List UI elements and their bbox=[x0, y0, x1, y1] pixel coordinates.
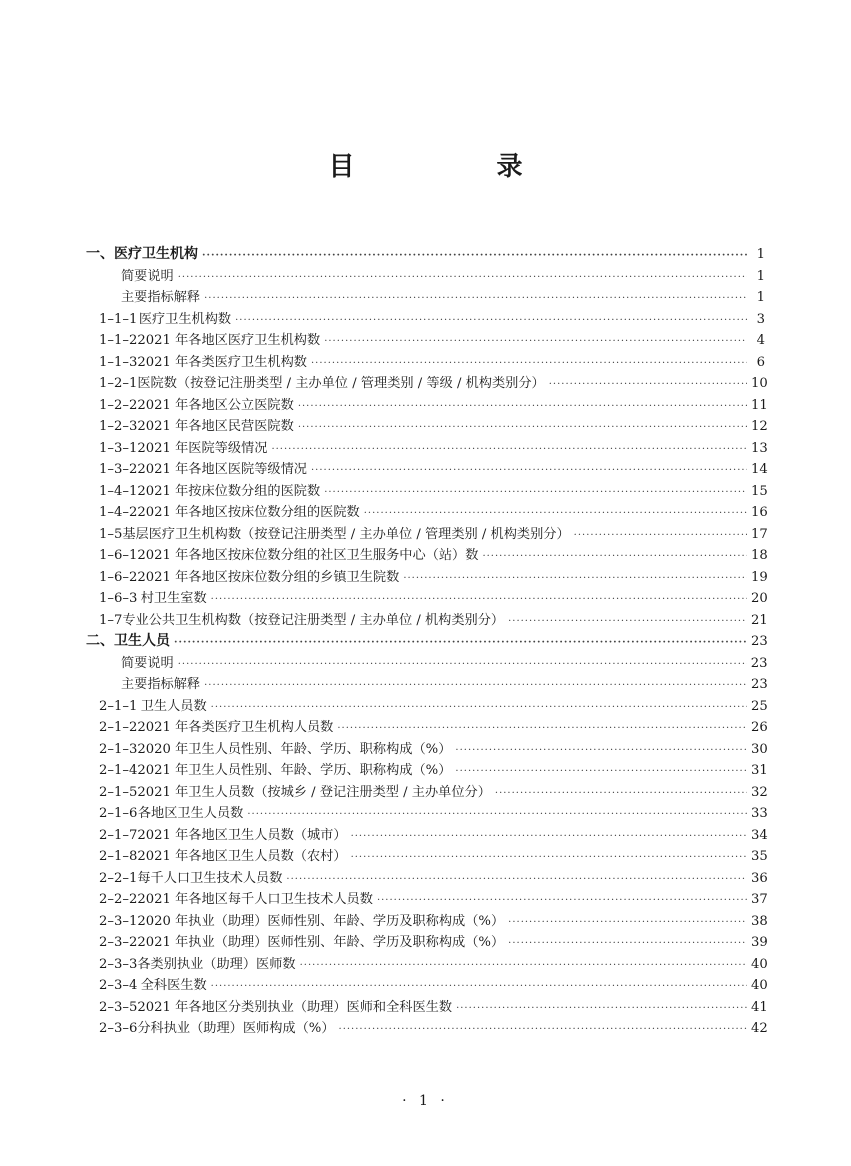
toc-entry-code: 2–3–4 bbox=[99, 978, 138, 993]
toc-section[interactable] bbox=[0, 244, 851, 265]
page-number: · 1 · bbox=[402, 1093, 449, 1109]
dot-leader bbox=[351, 826, 747, 847]
toc-entry[interactable] bbox=[0, 653, 851, 674]
dot-leader bbox=[204, 288, 747, 309]
toc-entry-title: 2021 年卫生人员数（按城乡 / 登记注册类型 / 主办单位分） bbox=[137, 784, 491, 800]
dot-leader bbox=[202, 245, 747, 266]
toc-entry-page: 23 bbox=[751, 634, 768, 649]
toc-entry-title: 2021 年各地区医院等级情况 bbox=[137, 462, 307, 477]
toc-entry[interactable] bbox=[0, 825, 851, 846]
toc-entry-code: 1–2–1 bbox=[99, 376, 138, 391]
dot-leader bbox=[247, 804, 747, 825]
toc-entry[interactable] bbox=[0, 567, 851, 588]
toc-entry-page: 35 bbox=[751, 849, 768, 864]
toc-entry[interactable] bbox=[0, 717, 851, 738]
dot-leader bbox=[495, 783, 747, 804]
toc-entry-code: 1–4–1 bbox=[99, 483, 138, 499]
toc-entry-page: 31 bbox=[751, 763, 768, 778]
toc-entry-title: 2021 年各地区分类别执业（助理）医师和全科医生数 bbox=[137, 999, 453, 1015]
toc-entry-code: 1–1–3 bbox=[99, 354, 138, 370]
toc-entry-code: 2–1–1 bbox=[99, 698, 138, 714]
toc-entry-page: 30 bbox=[751, 741, 768, 757]
toc-entry-page: 18 bbox=[751, 548, 768, 563]
toc-entry-title: 2021 年各类医疗卫生机构人员数 bbox=[137, 720, 334, 735]
toc-entry-page: 19 bbox=[751, 569, 768, 585]
toc-entry-page: 3 bbox=[756, 311, 765, 327]
toc-entry[interactable] bbox=[0, 760, 851, 781]
toc-entry-code: 1–6–1 bbox=[99, 548, 138, 563]
toc-entry[interactable] bbox=[0, 352, 851, 373]
toc-entry-code: 2–3–2 bbox=[99, 935, 138, 950]
toc-entry[interactable] bbox=[0, 782, 851, 803]
dot-leader bbox=[351, 847, 747, 868]
toc-entry[interactable] bbox=[0, 309, 851, 330]
toc-entry[interactable] bbox=[0, 997, 851, 1018]
toc-entry-page: 11 bbox=[751, 397, 768, 413]
toc-entry-page: 12 bbox=[751, 419, 768, 434]
dot-leader bbox=[174, 632, 747, 653]
toc-entry-code: 2–1–6 bbox=[99, 806, 138, 821]
toc-entry-title: 各地区卫生人员数 bbox=[137, 806, 244, 821]
toc-entry-title: 2021 年按床位数分组的医院数 bbox=[137, 483, 321, 499]
dot-leader bbox=[286, 869, 747, 890]
dot-leader bbox=[508, 912, 747, 933]
toc-entry-code: 1–5 bbox=[99, 526, 123, 542]
toc-entry[interactable] bbox=[0, 395, 851, 416]
toc-entry[interactable] bbox=[0, 502, 851, 523]
toc-entry-title: 2021 年各地区卫生人员数（农村） bbox=[137, 849, 347, 864]
toc-entry-title: 一、医疗卫生机构 bbox=[86, 246, 198, 262]
toc-entry-title: 2020 年卫生人员性别、年龄、学历、职称构成（%） bbox=[137, 741, 452, 757]
dot-leader bbox=[178, 267, 747, 288]
toc-entry[interactable] bbox=[0, 545, 851, 566]
toc-entry-code: 2–3–5 bbox=[99, 999, 138, 1015]
toc-entry-title: 简要说明 bbox=[121, 655, 174, 671]
toc-entry-page: 34 bbox=[751, 827, 768, 843]
toc-entry-title: 2021 年各地区卫生人员数（城市） bbox=[137, 827, 347, 843]
toc-entry-page: 20 bbox=[751, 591, 768, 606]
toc-entry-page: 4 bbox=[756, 333, 765, 348]
dot-leader bbox=[211, 697, 747, 718]
dot-leader bbox=[311, 460, 747, 481]
toc-entry-title: 简要说明 bbox=[121, 268, 174, 284]
toc-entry-title: 2021 年各地区医疗卫生机构数 bbox=[137, 333, 321, 348]
dot-leader bbox=[271, 439, 747, 460]
toc-entry-title: 卫生人员数 bbox=[140, 698, 207, 714]
dot-leader bbox=[211, 976, 747, 997]
toc-entry-title: 基层医疗卫生机构数（按登记注册类型 / 主办单位 / 管理类别 / 机构类别分） bbox=[122, 526, 570, 542]
toc-entry-code: 1–7 bbox=[99, 612, 123, 628]
toc-entry-code: 2–1–4 bbox=[99, 763, 138, 778]
toc-entry-code: 2–1–3 bbox=[99, 741, 138, 757]
toc-entry-code: 1–3–2 bbox=[99, 462, 138, 477]
dot-leader bbox=[508, 611, 747, 632]
toc-entry-page: 14 bbox=[751, 462, 768, 477]
toc-entry[interactable] bbox=[0, 287, 851, 308]
dot-leader bbox=[455, 761, 747, 782]
toc-entry-title: 2021 年各地区按床位数分组的医院数 bbox=[137, 505, 360, 520]
dot-leader bbox=[574, 525, 747, 546]
toc-entry[interactable] bbox=[0, 975, 851, 996]
toc-entry-page: 15 bbox=[751, 483, 768, 499]
toc-entry[interactable] bbox=[0, 1018, 851, 1039]
toc-entry-title: 村卫生室数 bbox=[140, 591, 207, 606]
toc-entry-title: 全科医生数 bbox=[140, 978, 207, 993]
dot-leader bbox=[324, 482, 747, 503]
toc-entry-code: 1–2–3 bbox=[99, 419, 138, 434]
toc-entry[interactable] bbox=[0, 588, 851, 609]
dot-leader bbox=[211, 589, 747, 610]
toc-entry-title: 2021 年各地区每千人口卫生技术人员数 bbox=[137, 892, 373, 907]
toc-entry[interactable] bbox=[0, 438, 851, 459]
toc-entry[interactable] bbox=[0, 481, 851, 502]
toc-entry-page: 42 bbox=[751, 1021, 768, 1036]
toc-entry[interactable] bbox=[0, 674, 851, 695]
toc-entry-page: 17 bbox=[751, 526, 768, 542]
dot-leader bbox=[235, 310, 747, 331]
toc-entry-title: 2021 年各地区民营医院数 bbox=[137, 419, 294, 434]
toc-entry-page: 36 bbox=[751, 870, 768, 886]
toc-entry-title: 2021 年医院等级情况 bbox=[137, 440, 268, 456]
toc-entry-title: 各类别执业（助理）医师数 bbox=[137, 956, 296, 972]
toc-entry[interactable] bbox=[0, 610, 851, 631]
toc-entry-title: 专业公共卫生机构数（按登记注册类型 / 主办单位 / 机构类别分） bbox=[122, 612, 505, 628]
toc-entry[interactable] bbox=[0, 911, 851, 932]
toc-entry-page: 16 bbox=[751, 505, 768, 520]
toc-entry[interactable] bbox=[0, 803, 851, 824]
toc-entry-page: 1 bbox=[756, 268, 765, 284]
toc-entry[interactable] bbox=[0, 373, 851, 394]
toc-entry-code: 2–2–2 bbox=[99, 892, 138, 907]
toc-entry-code: 1–6–2 bbox=[99, 569, 138, 585]
toc-entry-page: 39 bbox=[751, 935, 768, 950]
toc-entry-page: 41 bbox=[751, 999, 768, 1015]
toc-entry-page: 13 bbox=[751, 440, 768, 456]
toc-entry-title: 主要指标解释 bbox=[121, 290, 201, 305]
dot-leader bbox=[298, 396, 747, 417]
toc-entry-title: 2021 年卫生人员性别、年龄、学历、职称构成（%） bbox=[137, 763, 452, 778]
toc-entry-code: 2–3–3 bbox=[99, 956, 138, 972]
toc-entry[interactable] bbox=[0, 739, 851, 760]
dot-leader bbox=[508, 933, 747, 954]
toc-entry-page: 37 bbox=[751, 892, 768, 907]
toc-entry[interactable] bbox=[0, 889, 851, 910]
toc-entry[interactable] bbox=[0, 330, 851, 351]
toc-entry-code: 1–3–1 bbox=[99, 440, 138, 456]
toc-entry-page: 38 bbox=[751, 913, 768, 929]
toc-entry-title: 分科执业（助理）医师构成（%） bbox=[137, 1021, 335, 1036]
toc-entry-code: 2–1–7 bbox=[99, 827, 138, 843]
toc-entry-page: 6 bbox=[756, 354, 765, 370]
toc-entry-title: 二、卫生人员 bbox=[86, 633, 170, 649]
dot-leader bbox=[204, 675, 747, 696]
toc-entry-page: 32 bbox=[751, 784, 768, 800]
toc-entry-page: 40 bbox=[751, 978, 768, 993]
dot-leader bbox=[324, 331, 747, 352]
toc-entry-code: 2–3–6 bbox=[99, 1021, 138, 1036]
dot-leader bbox=[482, 546, 747, 567]
toc-entry-code: 1–4–2 bbox=[99, 505, 138, 520]
toc-entry[interactable] bbox=[0, 459, 851, 480]
page-title: 目 录 bbox=[328, 152, 581, 182]
toc-entry-page: 23 bbox=[750, 655, 768, 671]
toc-entry[interactable] bbox=[0, 846, 851, 867]
toc-entry-title: 2020 年执业（助理）医师性别、年龄、学历及职称构成（%） bbox=[137, 913, 505, 929]
toc-section[interactable] bbox=[0, 631, 851, 652]
toc-entry-code: 1–6–3 bbox=[99, 591, 138, 606]
toc-entry-title: 医疗卫生机构数 bbox=[138, 311, 232, 327]
toc-entry-code: 2–1–2 bbox=[99, 720, 138, 735]
dot-leader bbox=[456, 998, 747, 1019]
toc-entry[interactable] bbox=[0, 416, 851, 437]
toc-entry[interactable] bbox=[0, 524, 851, 545]
toc-entry[interactable] bbox=[0, 954, 851, 975]
dot-leader bbox=[455, 740, 747, 761]
toc-entry-code: 1–1–1 bbox=[99, 311, 138, 327]
dot-leader bbox=[337, 718, 747, 739]
toc-entry-page: 25 bbox=[751, 698, 768, 714]
toc-entry-title: 2021 年各地区公立医院数 bbox=[137, 397, 294, 413]
toc-entry-code: 2–2–1 bbox=[99, 870, 138, 886]
toc-entry-title: 主要指标解释 bbox=[121, 677, 201, 692]
dot-leader bbox=[298, 417, 747, 438]
toc-entry-title: 2021 年各地区按床位数分组的乡镇卫生院数 bbox=[137, 569, 400, 585]
toc-entry-title: 2021 年各类医疗卫生机构数 bbox=[137, 354, 307, 370]
dot-leader bbox=[300, 955, 747, 976]
toc-entry-title: 2021 年执业（助理）医师性别、年龄、学历及职称构成（%） bbox=[137, 935, 505, 950]
toc-entry-page: 23 bbox=[751, 677, 768, 692]
toc-entry-title: 每千人口卫生技术人员数 bbox=[137, 870, 283, 886]
toc-entry-page: 26 bbox=[751, 720, 768, 735]
toc-entry[interactable] bbox=[0, 696, 851, 717]
toc-entry-code: 2–3–1 bbox=[99, 913, 138, 929]
dot-leader bbox=[377, 890, 747, 911]
toc-entry-page: 33 bbox=[751, 806, 768, 821]
toc-entry-code: 2–1–5 bbox=[99, 784, 138, 800]
dot-leader bbox=[403, 568, 747, 589]
toc-entry-code: 1–2–2 bbox=[99, 397, 138, 413]
toc-entry-page: 40 bbox=[751, 956, 768, 972]
toc-entry-title: 2021 年各地区按床位数分组的社区卫生服务中心（站）数 bbox=[137, 548, 479, 563]
dot-leader bbox=[364, 503, 747, 524]
toc-entry-code: 1–1–2 bbox=[99, 333, 138, 348]
dot-leader bbox=[178, 654, 747, 675]
toc-entry-code: 2–1–8 bbox=[99, 849, 138, 864]
toc-entry-page: 10 bbox=[751, 376, 768, 391]
dot-leader bbox=[339, 1019, 747, 1040]
toc-entry[interactable] bbox=[0, 266, 851, 287]
dot-leader bbox=[311, 353, 747, 374]
dot-leader bbox=[549, 374, 747, 395]
toc-entry-page: 1 bbox=[756, 247, 765, 262]
toc-entry-page: 21 bbox=[751, 612, 768, 628]
toc-entry[interactable] bbox=[0, 932, 851, 953]
toc-entry-title: 医院数（按登记注册类型 / 主办单位 / 管理类别 / 等级 / 机构类别分） bbox=[137, 376, 545, 391]
toc-entry-page: 1 bbox=[756, 290, 765, 305]
toc-entry[interactable] bbox=[0, 868, 851, 889]
